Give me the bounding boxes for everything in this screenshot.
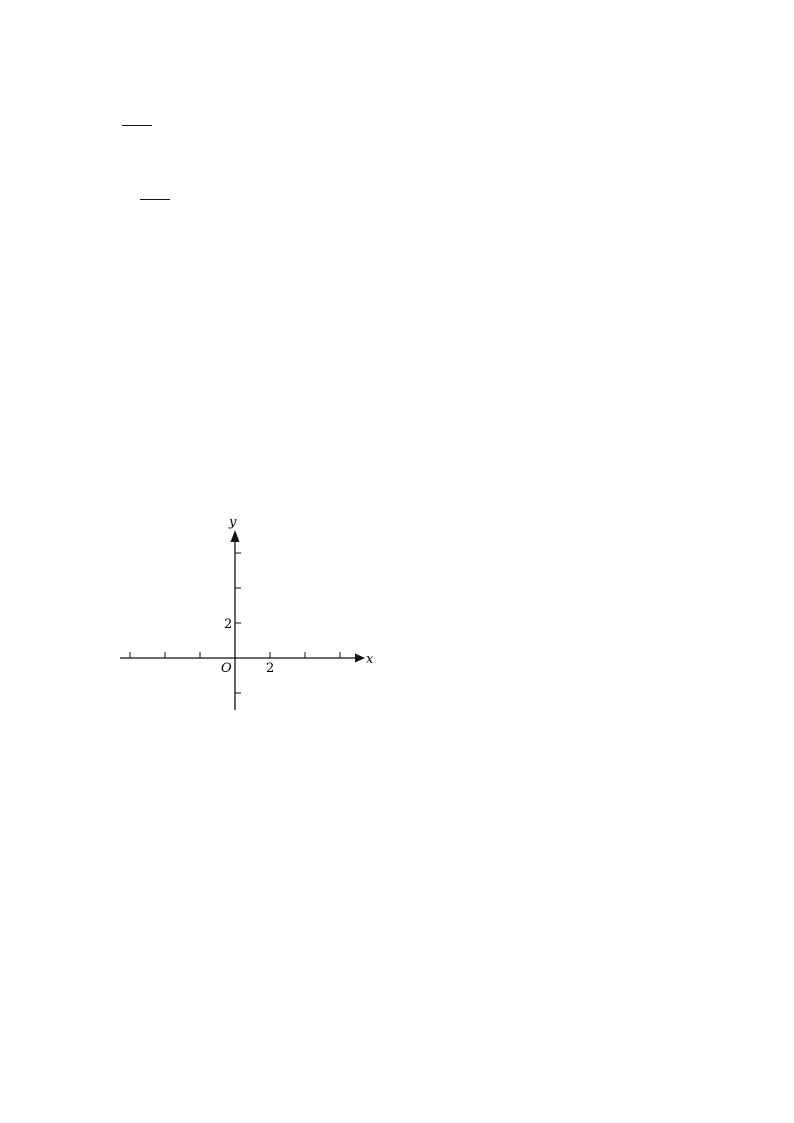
answer-blank bbox=[140, 187, 170, 200]
question-15 bbox=[120, 108, 154, 137]
x-axis-arrow bbox=[355, 654, 365, 663]
question-16-cont bbox=[138, 186, 172, 206]
x-axis-label: x bbox=[366, 652, 374, 667]
y-tick-label: 2 bbox=[224, 617, 233, 632]
origin-label: O bbox=[221, 661, 232, 676]
x-tick-label: 2 bbox=[266, 661, 275, 676]
y-axis-arrow bbox=[231, 530, 240, 542]
y-axis-label: y bbox=[229, 515, 237, 530]
coordinate-axes bbox=[118, 512, 388, 717]
y-ticks bbox=[235, 553, 241, 693]
answer-blank bbox=[122, 113, 152, 126]
